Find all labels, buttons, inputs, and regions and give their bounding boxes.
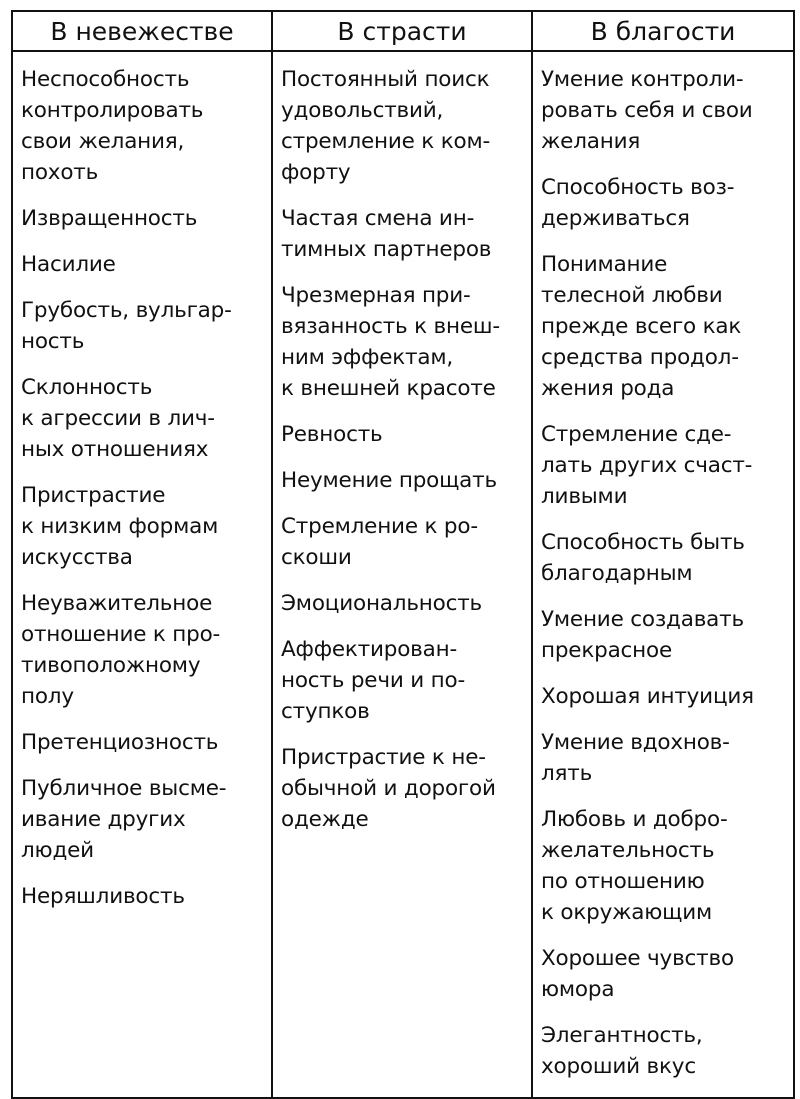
- list-item: Неуважительное отношение к про- тивоположному полу: [21, 591, 221, 709]
- list-item: Чрезмерная при- вязанность к внеш- ним эффектам, к внешней красоте: [281, 283, 500, 401]
- list-item: Аффектирован- ность речи и по- ступков: [281, 637, 466, 724]
- list-item: Неумение прощать: [281, 468, 497, 493]
- list-item: Извращенность: [21, 206, 198, 231]
- list-item: Элегантность, хороший вкус: [541, 1023, 703, 1079]
- list-item: Умение контроли- ровать себя и свои желания: [541, 67, 753, 154]
- list-item: Ревность: [281, 422, 383, 447]
- list-item: Умение вдохнов- лять: [541, 730, 730, 786]
- column-header-ignorance: В невежестве: [12, 11, 272, 51]
- list-item: Стремление сде- лать других счаст- ливыми: [541, 422, 753, 509]
- body-row: [12, 51, 794, 1098]
- list-item: Неспособность контролировать свои желания, похоть: [21, 67, 204, 185]
- list-item: Хорошее чувство юмора: [541, 946, 734, 1002]
- list-item: Постоянный поиск удовольствий, стремление к ком- форту: [281, 67, 491, 185]
- list-item: Публичное высме- ивание других людей: [21, 776, 227, 863]
- list-item: Склонность к агрессии в лич- ных отношениях: [21, 375, 215, 462]
- list-item: Неряшливость: [21, 884, 185, 909]
- list-item: Частая смена ин- тимных партнеров: [281, 206, 492, 262]
- list-item: Умение создавать прекрасное: [541, 607, 744, 663]
- column-header-goodness: В благости: [532, 11, 794, 51]
- list-item: Понимание телесной любви прежде всего как средства продол- жения рода: [541, 252, 742, 401]
- list-item: Грубость, вульгар- ность: [21, 298, 232, 354]
- header-row: [12, 11, 794, 51]
- list-item: Любовь и добро- желательность по отношению к окружающим: [541, 807, 728, 925]
- column-ignorance: [12, 51, 272, 1098]
- list-item: Способность быть благодарным: [541, 530, 745, 586]
- comparison-table: [11, 10, 795, 1099]
- list-item: Претенциозность: [21, 730, 219, 755]
- list-item: Способность воз- держиваться: [541, 175, 735, 231]
- list-item: Пристрастие к не- обычной и дорогой одежде: [281, 745, 496, 832]
- list-item: Насилие: [21, 252, 116, 277]
- list-item: Стремление к ро- скоши: [281, 514, 478, 570]
- list-item: Хорошая интуиция: [541, 684, 754, 709]
- column-header-passion: В страсти: [272, 11, 532, 51]
- list-item: Пристрастие к низким формам искусства: [21, 483, 219, 570]
- column-goodness: [532, 51, 794, 1098]
- list-item: Эмоциональность: [281, 591, 483, 616]
- column-passion: [272, 51, 532, 1098]
